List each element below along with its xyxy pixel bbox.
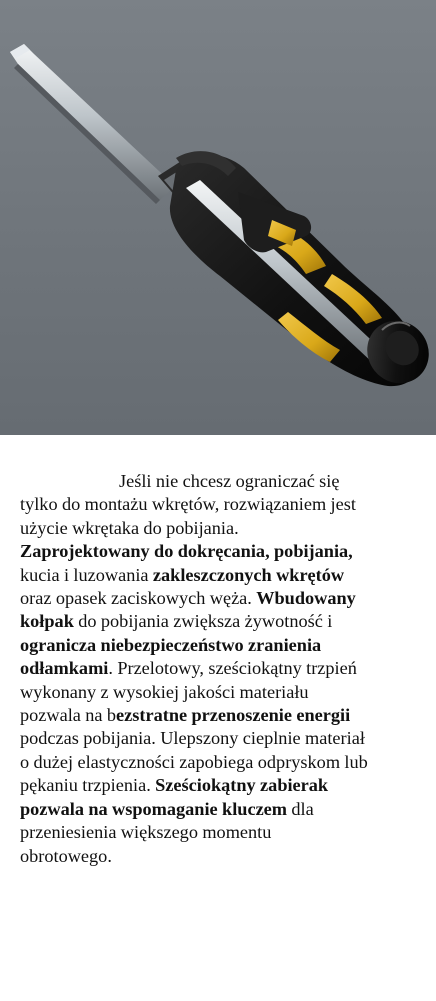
- description-text: Jeśli nie chcesz ograniczać się: [119, 471, 340, 491]
- description-text: tylko do montażu wkrętów, rozwiązaniem jest: [20, 494, 356, 515]
- description-text: . Przelotowy, sześciokątny trzpień: [108, 658, 357, 679]
- product-image: [0, 0, 436, 435]
- screwdriver-illustration: [0, 0, 436, 435]
- description-text: do pobijania zwiększa żywotność i: [73, 611, 333, 632]
- product-description: [20, 470, 416, 868]
- description-bold-text: Sześciokątny zabierak: [155, 775, 329, 796]
- description-bold-text: pozwala na wspomaganie kluczem: [20, 798, 288, 819]
- description-bold-text: kołpak: [20, 611, 74, 632]
- description-text: o dużej elastyczności zapobiega odpryskom lub: [20, 751, 368, 772]
- description-bold-text: odłamkami: [20, 658, 109, 679]
- description-bold-text: zakleszczonych wkrętów: [152, 564, 345, 585]
- description-text: przeniesienia większego momentu: [20, 822, 272, 843]
- description-text: oraz opasek zaciskowych węża.: [20, 588, 257, 609]
- description-text: pozwala na b: [20, 705, 117, 726]
- description-text: kucia i luzowania: [20, 564, 153, 585]
- description-text: użycie wkrętaka do pobijania.: [20, 517, 239, 538]
- blade: [10, 44, 175, 204]
- description-text: obrotowego.: [20, 845, 112, 866]
- description-text: pękaniu trzpienia.: [20, 775, 156, 796]
- description-text: dla: [287, 798, 314, 819]
- description-text: podczas pobijania. Ulepszony cieplnie materiał: [20, 728, 365, 749]
- description-bold-text: Zaprojektowany do dokręcania, pobijania,: [20, 541, 353, 562]
- description-bold-text: ogranicza niebezpieczeństwo zranienia: [20, 634, 322, 655]
- description-text: wykonany z wysokiej jakości materiału: [20, 681, 309, 702]
- description-bold-text: Wbudowany: [256, 588, 356, 609]
- description-bold-text: ezstratne przenoszenie energii: [116, 705, 351, 726]
